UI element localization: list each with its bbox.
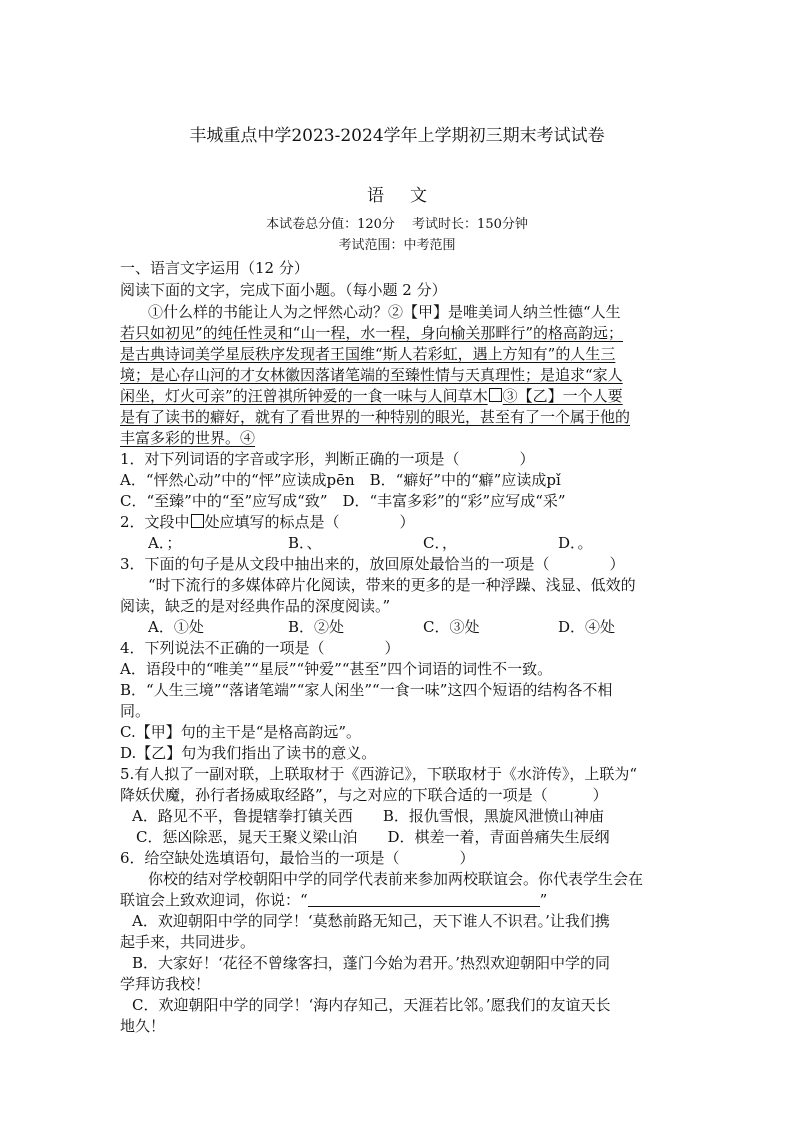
question-1: 1．对下列词语的字音或字形，判断正确的一项是（ ） xyxy=(120,450,535,468)
section-heading: 一、语言文字运用（12 分） xyxy=(120,259,309,277)
passage-line-1: ①什么样的书能让人为之怦然心动？②【甲】是唯美词人纳兰性德“人生 xyxy=(148,303,621,321)
question-1-options-ab: A．“怦然心动”中的“怦”应读成pēn B．“癖好”中的“癖”应读成pǐ xyxy=(120,471,561,489)
question-4-option-c[interactable]: C.【甲】句的主干是“是格高韵远”。 xyxy=(120,723,362,741)
question-6-option-a-cont: 起手来，共同进步。 xyxy=(120,933,256,951)
exam-title: 丰城重点中学2023-2024学年上学期初三期末考试试卷 xyxy=(189,126,605,146)
question-2-b: 处应填写的标点是（ ） xyxy=(204,513,415,531)
question-6-option-c[interactable]: C．欢迎朝阳中学的同学！‘海内存知己，天涯若比邻。’愿我们的友谊天长 xyxy=(132,996,611,1014)
passage-line-4: 境；是心存山河的才女林徽因落诸笔端的至臻性情与天真理性；是追求“家人 xyxy=(120,366,623,384)
option-a[interactable]: A．①处 xyxy=(148,618,204,636)
passage-line-7 xyxy=(120,428,255,448)
question-6-context-2 xyxy=(120,890,547,910)
question-6-close-quote: ” xyxy=(539,891,548,909)
question-4-option-b[interactable]: B．“人生三境”“落诸笔端”“家人闲坐”“一食一味”这四个短语的结构各不相 xyxy=(120,681,613,699)
question-6-option-b-cont: 学拜访我校！ xyxy=(120,975,211,993)
question-3-sentence-2: 阅读，缺乏的是对经典作品的深度阅读。” xyxy=(120,597,391,615)
question-3: 3．下面的句子是从文段中抽出来的，放回原处最恰当的一项是（ ） xyxy=(120,555,625,573)
question-3-sentence-1: “时下流行的多媒体碎片化阅读，带来的更多的是一种浮躁、浅显、低效的 xyxy=(148,576,636,594)
question-4-option-b-cont: 同。 xyxy=(120,702,151,720)
passage-line-5 xyxy=(120,386,623,406)
question-1-options-cd: C．“至臻”中的“至”应写成“致” D．“丰富多彩”的“彩”应写成“采” xyxy=(120,492,566,510)
question-6: 6．给空缺处选填语句，最恰当的一项是（ ） xyxy=(120,849,475,867)
question-2-a: 2．文段中 xyxy=(120,513,190,531)
passage-line-5-a: 闲坐，灯火可亲”的汪曾祺所钟爱的一食一味与人间草木 xyxy=(120,387,488,405)
answer-blank[interactable] xyxy=(308,892,540,907)
question-6-option-b[interactable]: B．大家好！‘花径不曾缘客扫，蓬门今始为君开。’热烈欢迎朝阳中学的同 xyxy=(132,954,611,972)
passage-line-7-text: 丰富多彩的世界。④ xyxy=(120,429,256,447)
passage-line-2: 若只如初见”的纯任性灵和“山一程，水一程，身向榆关那畔行”的格高韵远； xyxy=(120,324,624,342)
question-2 xyxy=(120,512,415,532)
question-5: 5.有人拟了一副对联，上联取材于《西游记》，下联取材于《水浒传》，上联为“ xyxy=(120,765,637,783)
question-6-lead: 联谊会上致欢迎词，你说：“ xyxy=(120,891,308,909)
question-4-option-d[interactable]: D.【乙】句为我们指出了读书的意义。 xyxy=(120,744,377,762)
subject-title: 语文 xyxy=(367,186,453,206)
option-d[interactable]: D．④处 xyxy=(558,618,616,636)
option-c[interactable]: C．， xyxy=(423,534,457,552)
question-6-option-c-cont: 地久！ xyxy=(120,1017,166,1035)
question-5-options-cd[interactable]: C．惩凶除恶，晁天王聚义梁山泊 D．棋差一着，青面兽痛失生辰纲 xyxy=(136,828,610,846)
passage-line-5-b: ③【乙】一个人要 xyxy=(502,387,623,405)
passage-line-6: 是有了读书的癖好，就有了看世界的一种特别的眼光，甚至有了一个属于他的 xyxy=(120,408,631,426)
question-2-options xyxy=(148,533,593,553)
question-3-options xyxy=(148,617,615,637)
section-instruction: 阅读下面的文字，完成下面小题。（每小题 2 分） xyxy=(120,281,447,299)
question-6-context-1: 你校的结对学校朝阳中学的同学代表前来参加两校联谊会。你代表学生会在 xyxy=(148,870,644,888)
question-5-cont: 降妖伏魔，孙行者扬威取经路”，与之对应的下联合适的一项是（ ） xyxy=(120,786,608,804)
exam-scope-line: 考试范围：中考范围 xyxy=(338,238,456,253)
option-c[interactable]: C．③处 xyxy=(423,618,480,636)
question-5-options-ab[interactable]: A．路见不平，鲁提辖拳打镇关西 B．报仇雪恨，黑旋风泄愤山神庙 xyxy=(132,807,604,825)
exam-info-line: 本试卷总分值：120分 考试时长：150分钟 xyxy=(266,217,528,232)
blank-box-icon xyxy=(489,388,502,402)
question-4-option-a[interactable]: A．语段中的“唯美”“星辰”“钟爱”“甚至”四个词语的词性不一致。 xyxy=(120,660,553,678)
blank-box-icon xyxy=(191,514,204,528)
option-a[interactable]: A．； xyxy=(148,534,182,552)
option-d[interactable]: D．。 xyxy=(558,534,593,552)
passage-line-3: 是古典诗词美学星辰秩序发现者王国维“斯人若彩虹，遇上方知有”的人生三 xyxy=(120,345,616,363)
option-b[interactable]: B．②处 xyxy=(288,618,345,636)
question-4: 4．下列说法不正确的一项是（ ） xyxy=(120,639,400,657)
option-b[interactable]: B．、 xyxy=(288,534,322,552)
question-6-option-a[interactable]: A．欢迎朝阳中学的同学！‘莫愁前路无知己，天下谁人不识君。’让我们携 xyxy=(132,912,610,930)
